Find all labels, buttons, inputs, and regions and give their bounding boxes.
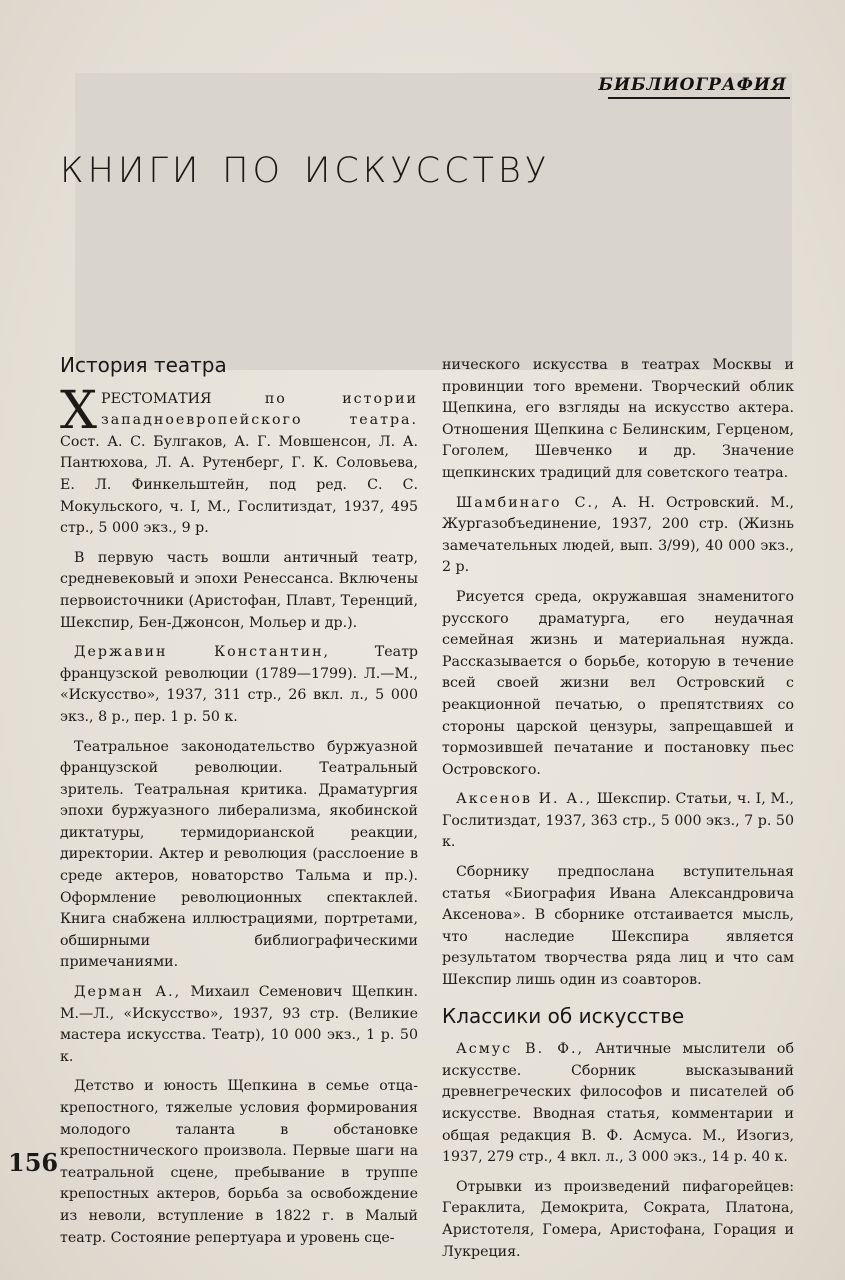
heading-classics: Классики об искусстве [442,1003,685,1028]
entry-details: Сост. А. С. Булгаков, А. Г. Мовшенсон, Л. А. Пантюхова, Л. А. Рутенберг, Г. К. Соловьева, Е. Л. Финкельштейн, под ред. С. С. Мокульского, ч. I, М., Гослитиздат, 1937, 495 стр., 5 000 экз., 9 р. [60,433,418,537]
entry-details: Шекспир. Статьи, ч. I, М., Гослитиздат, 1937, 363 стр., 5 000 экз., 7 р. 50 к. [442,791,794,851]
right-column [442,355,794,1271]
entry-author: Аксенов И. А., [456,791,593,808]
section-label: БИБЛИОГРАФИЯ [598,75,787,95]
entry-lead-word: РЕСТОМАТИЯ [101,390,212,407]
entry-derzhavin [60,642,418,728]
entry-description: В первую часть вошли античный театр, средневековый и эпохи Ренессанса. Включены первоисточники (Аристофан, Плавт, Теренций, Шекспир, Бен-Джонсон, Мольер и др.). [60,549,418,631]
entry-description: Отрывки из произведений пифагорейцев: Гераклита, Демокрита, Сократа, Платона, Аристотеля, Гомера, Аристофана, Горация и Лукреция. [442,1178,794,1260]
page-number: 156 [8,1148,59,1177]
entry-author: Асмус В. Ф., [456,1041,585,1058]
entry-author: Шамбинаго С., [456,494,601,511]
heading-theatre-history: История театра [60,353,227,377]
entry-khrestomatiya [60,380,419,540]
entry-details: Михаил Семенович Щепкин. М.—Л., «Искусство», 1937, 93 стр. (Великие мастера искусства. Театр), 10 000 экз., 1 р. 50 к. [60,984,418,1065]
entry-asmus [442,1039,794,1169]
entry-description: Театральное законодательство буржуазной французской революции. Театральный зритель. Театральная критика. Драматургия эпохи буржуазного либерализма, якобинской диктатуры, термидорианской реакции, директории. Актер и революция (расслоение в среде актеров, новаторство Тальма и пр.). Оформление революционных спектаклей. Книга снабжена иллюстрациями, портретами, обширными библиографическими примечаниями. [60,738,418,971]
left-column [60,355,418,1257]
entry-shambinago [442,493,794,579]
continued-text: нического искусства в театрах Москвы и провинции того времени. Творческий облик Щепкина, его взгляды на искусство актера. Отношения Щепкина с Белинским, Герценом, Гоголем, Шевченко и др. Значение щепкинских традиций для советского театра. [442,357,794,481]
section-rule [608,97,790,99]
entry-details: Античные мыслители об искусстве. Сборник высказываний древнегреческих философов и писателей об искусстве. Вводная статья, комментарии и общая редакция В. Ф. Асмуса. М., Изогиз, 1937, 279 стр., 4 вкл. л., 3 000 экз., 14 р. 40 к. [442,1041,794,1166]
header-band [75,73,792,370]
entry-derman [60,982,418,1068]
entry-author: Державин Константин, [74,644,331,661]
drop-cap: Х [60,380,98,441]
entry-spaced-title: по истории западноевропейского театра. [101,390,419,429]
entry-aksenov [442,789,794,854]
entry-details: А. Н. Островский. М., Жургазобъединение, 1937, 200 стр. (Жизнь замечательных людей, вып. 3/99), 40 000 экз., 2 р. [442,494,794,576]
entry-description: Рисуется среда, окружавшая знаменитого русского драматурга, его неудачная семейная жизнь и материальная нужда. Рассказывается о борьбе, которую в течение всей своей жизни вел Островский с реакционной печатью, о препятствиях со стороны царской цензуры, запрещавшей и тормозившей печатание и постановку пьес Островского. [442,588,794,778]
entry-description: Сборнику предпослана вступительная статья «Биография Ивана Александровича Аксенова». В сборнике отстаивается мысль, что наследие Шекспира является результатом творчества ряда лиц и что сам Шекспир лишь один из соавторов. [442,864,794,989]
entry-details: Театр французской революции (1789—1799). Л.—М., «Искусство», 1937, 311 стр., 26 вкл. л., 5 000 экз., 8 р., пер. 1 р. 50 к. [60,644,418,725]
entry-description: Детство и юность Щепкина в семье отца-крепостного, тяжелые условия формирования молодого таланта в обстановке крепостнического произвола. Первые шаги на театральной сцене, пребывание в труппе крепостных актеров, борьба за освобождение из неволи, вступление в 1822 г. в Малый театр. Состояние репертуара и уровень сце- [60,1078,418,1246]
page-title: книги по искусству [60,136,551,194]
entry-author: Дерман А., [74,984,182,1001]
